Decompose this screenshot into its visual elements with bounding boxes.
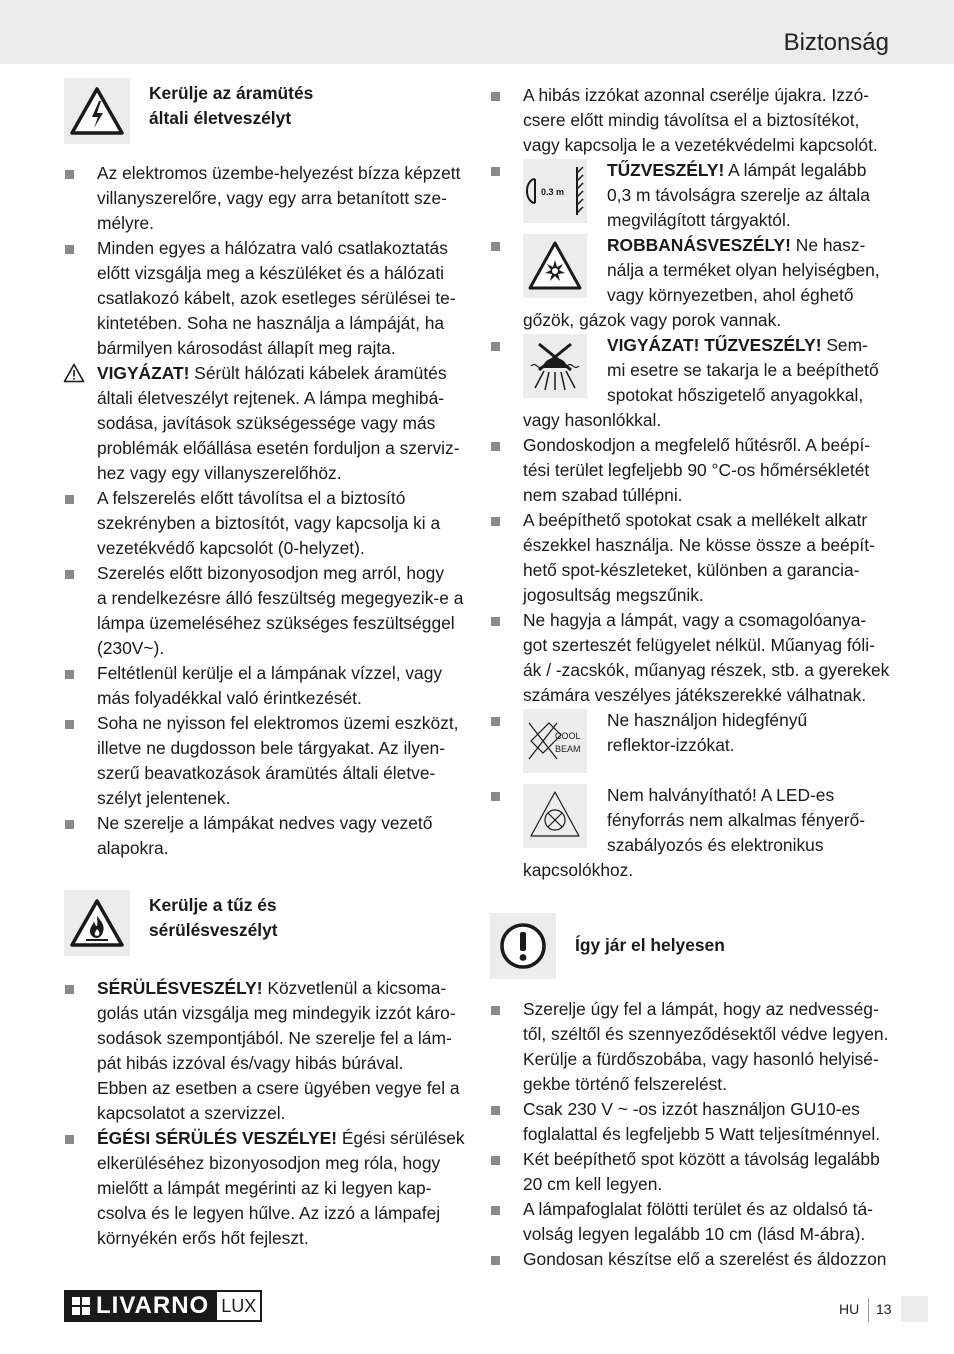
exclamation-icon xyxy=(490,913,556,979)
list-item: A lámpafoglalat fölötti terület és az oldalsó tá- volság legyen legalább 10 cm (lásd M-ábra). xyxy=(490,1197,890,1247)
list-item: A felszerelés előtt távolítsa el a biztosító szekrényben a biztosítót, vagy kapcsolja ki a vezetékvédő kapcsolót (0-helyzet). xyxy=(64,486,466,561)
list-item: SÉRÜLÉSVESZÉLY! Közvetlenül a kicsoma- golás után vizsgálja meg mindegyik izzót káro- sodások szempontjából. Ne szerelje fel a lám- pát hibás izzóval és/vagy hibás búrával. Ebben az esetben a csere ügyében vegye fel a kapcsolatot a szervizzel. xyxy=(64,976,466,1126)
distance-icon xyxy=(523,159,587,223)
warning-item: VIGYÁZAT! Sérült hálózati kábelek áramütés általi életveszélyt rejtenek. A lámpa meghibá- sodása, javítások szükségessége vagy más problémák előállása esetén forduljon a szerviz- hez vagy egy villanyszerelőhöz. xyxy=(64,361,466,486)
cover-warning-tail: vagy hasonlókkal. xyxy=(523,410,662,430)
bullet-square xyxy=(491,1256,500,1265)
cool-beam-icon xyxy=(523,709,587,773)
page-title: Biztonság xyxy=(783,29,889,56)
list-item: Két beépíthető spot között a távolság legalább 20 cm kell legyen. xyxy=(490,1147,890,1197)
distance-label: 0.3 m xyxy=(541,187,565,197)
brand-logo-main: LIVARNO xyxy=(64,1290,215,1322)
right-column xyxy=(490,83,890,1272)
non-dimmable-tail: kapcsolókhoz. xyxy=(523,860,634,880)
list-item: Gondoskodjon a megfelelő hűtésről. A beépí- tési terület legfeljebb 90 °C-os hőmérsékletét nem szabad túllépni. xyxy=(490,433,890,508)
footer-divider xyxy=(868,1298,869,1322)
cool-beam-item: COOL BEAM Ne használjon hidegfényű reflektor-izzókat. xyxy=(490,708,890,783)
bullet-square xyxy=(491,517,500,526)
explosion-item-tail: gőzök, gázok vagy porok vannak. xyxy=(523,310,782,330)
list-item: Az elektromos üzembe-helyezést bízza képzett villanyszerelőre, vagy egy arra betanított sze- mélyre. xyxy=(64,161,466,236)
cover-warning-item: VIGYÁZAT! TŰZVESZÉLY! Sem- mi esetre se takarja le a beépíthető spotokat hőszigetelő anyagokkal, xyxy=(490,333,890,408)
bullet-square xyxy=(65,245,74,254)
list-item: A hibás izzókat azonnal cserélje újakra. Izzó- csere előtt mindig távolítsa el a biztosítékot, vagy kapcsolja le a vezetékvédelmi kapcsolót. xyxy=(490,83,890,158)
bullet-square xyxy=(491,1206,500,1215)
bullet-square xyxy=(65,720,74,729)
page-number: 13 xyxy=(876,1301,892,1317)
bullet-square xyxy=(491,617,500,626)
explosion-icon xyxy=(523,234,587,298)
electric-hazard-icon xyxy=(64,78,130,144)
bullet-square xyxy=(491,1156,500,1165)
left-column xyxy=(64,78,466,1251)
list-item: Soha ne nyisson fel elektromos üzemi eszközt, illetve ne dugdosson bele tárgyakat. Az ilyen- szerű beavatkozások áramütés általi életve- szélyt jelentenek. xyxy=(64,711,466,811)
section-fire-injury-title: Kerülje a tűz és sérülésveszélyt xyxy=(149,895,278,940)
bullet-square xyxy=(65,170,74,179)
cool-label: COOL xyxy=(555,731,581,741)
bullet-square xyxy=(491,1106,500,1115)
section-correct-use-header xyxy=(490,913,890,979)
page-header-bar xyxy=(0,0,954,64)
non-dimmable-item: Nem halványítható! A LED-es fényforrás nem alkalmas fényerő- szabályozós és elektronikus xyxy=(490,783,890,858)
section-correct-use-title: Így jár el helyesen xyxy=(575,935,725,955)
list-item: Feltétlenül kerülje el a lámpának vízzel, vagy más folyadékkal való érintkezését. xyxy=(64,661,466,711)
bullet-square xyxy=(65,1135,74,1144)
list-item: ÉGÉSI SÉRÜLÉS VESZÉLYE! Égési sérülések elkerüléséhez bizonyosodjon meg róla, hogy mielőtt a lámpát megérinti az ki legyen kap- csolva és le legyen hűlve. Az izzó a lámpafej környékén erős hőt fejleszt. xyxy=(64,1126,466,1251)
list-item: Szerelés előtt bizonyosodjon meg arról, hogy a rendelkezésre álló feszültség megegyezik-e a lámpa üzemeléséhez szükséges feszültséggel (230V~). xyxy=(64,561,466,661)
bullet-square xyxy=(65,670,74,679)
list-item: Gondosan készítse elő a szerelést és áldozzon xyxy=(490,1247,890,1272)
bullet-square xyxy=(491,242,500,251)
no-cover-icon xyxy=(523,334,587,398)
footer-tab-box xyxy=(901,1296,928,1322)
bullet-square xyxy=(65,985,74,994)
section-electric-shock-title: Kerülje az áramütés általi életveszélyt xyxy=(149,83,314,128)
fire-distance-item: 0.3 m TŰZVESZÉLY! A lámpát legalább 0,3 m távolságra szerelje az általa megvilágított tárgyaktól. xyxy=(490,158,890,233)
list-item: A beépíthető spotokat csak a mellékelt alkatr észekkel használja. Ne kösse össze a beépít- hető spot-készleteket, különben a garancia- jogosultság megszűnik. xyxy=(490,508,890,608)
list-item: Szerelje úgy fel a lámpát, hogy az nedvesség- től, széltől és szennyeződésektől védve legyen. Kerülje a fürdőszobába, vagy hasonló helyisé- gekbe történő felszerelést. xyxy=(490,997,890,1097)
bullet-square xyxy=(491,167,500,176)
list-item: Ne szerelje a lámpákat nedves vagy vezető alapokra. xyxy=(64,811,466,861)
brand-logo xyxy=(64,1290,262,1322)
list-item: Csak 230 V ~ -os izzót használjon GU10-es foglalattal és legfeljebb 5 Watt teljesítménnyel. xyxy=(490,1097,890,1147)
section-electric-shock-header xyxy=(64,78,466,144)
fire-hazard-icon xyxy=(64,890,130,956)
brand-grid-icon xyxy=(72,1297,90,1315)
bullet-square xyxy=(491,792,500,801)
bullet-square xyxy=(491,717,500,726)
beam-label: BEAM xyxy=(555,744,581,754)
brand-logo-sub: LUX xyxy=(215,1290,262,1322)
bullet-square xyxy=(65,820,74,829)
bullet-square xyxy=(65,495,74,504)
bullet-square xyxy=(491,1006,500,1015)
bullet-square xyxy=(491,92,500,101)
non-dimmable-icon xyxy=(523,784,587,848)
bullet-square xyxy=(491,442,500,451)
warning-triangle-icon xyxy=(63,363,85,390)
language-code: HU xyxy=(839,1301,860,1317)
bullet-square xyxy=(65,570,74,579)
explosion-item: ROBBANÁSVESZÉLY! Ne hasz- nálja a terméket olyan helyiségben, vagy környezetben, ahol éghető xyxy=(490,233,890,308)
bullet-square xyxy=(491,342,500,351)
list-item: Minden egyes a hálózatra való csatlakoztatás előtt vizsgálja meg a készüléket és a hálózati csatlakozó kábelt, azok esetleges sérülései te- kintetében. Soha ne használja a lámpáját, ha bármilyen károsodást állapít meg rajta. xyxy=(64,236,466,361)
list-item: Ne hagyja a lámpát, vagy a csomagolóanya- got szerteszét felügyelet nélkül. Műanyag fóli- ák / -zacskók, műanyag részek, stb. a gyerekek számára veszélyes játékszerekké válhatnak. xyxy=(490,608,890,708)
section-fire-injury-header xyxy=(64,890,466,956)
